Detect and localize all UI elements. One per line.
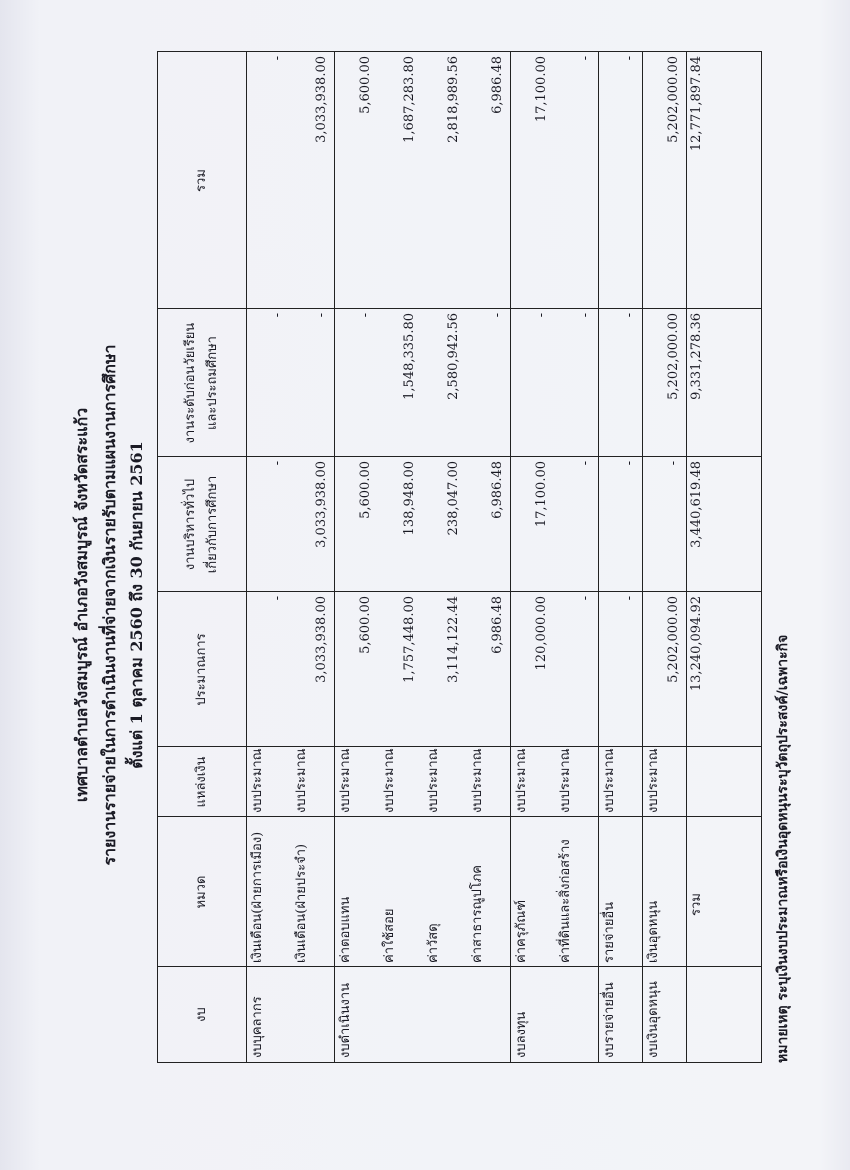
column-header-estimate: ประมาณการ bbox=[194, 633, 209, 706]
table-row-divider bbox=[510, 52, 511, 1062]
table-row-divider bbox=[334, 52, 335, 1062]
row-source: งบประมาณ bbox=[558, 748, 573, 813]
row-admin: - bbox=[578, 461, 593, 466]
rotated-document bbox=[40, 55, 820, 1155]
column-header-total: รวม bbox=[194, 169, 209, 192]
table-row-divider bbox=[246, 52, 247, 1062]
row-estimate: 1,757,448.00 bbox=[402, 596, 417, 683]
row-category: ค่าครุภัณฑ์ bbox=[514, 899, 529, 963]
row-total: - bbox=[270, 56, 285, 61]
row-estimate: 5,202,000.00 bbox=[666, 596, 681, 683]
row-source: งบประมาณ bbox=[426, 748, 441, 813]
row-preschool: 1,548,335.80 bbox=[402, 313, 417, 400]
row-category: ค่าวัสดุ bbox=[426, 923, 441, 963]
row-total: 2,818,989.56 bbox=[446, 56, 461, 143]
row-preschool: - bbox=[358, 313, 373, 318]
column-header-admin-line1: งานบริหารทั่วไป bbox=[183, 478, 198, 571]
row-estimate: - bbox=[622, 596, 637, 601]
row-admin: 17,100.00 bbox=[534, 461, 549, 528]
row-source: งบประมาณ bbox=[470, 748, 485, 813]
row-preschool: 2,580,942.56 bbox=[446, 313, 461, 400]
row-category: ค่าสาธารณูปโภค bbox=[470, 864, 485, 963]
column-header-preschool-line2: และประถมศึกษา bbox=[205, 336, 220, 430]
row-category: เงินเดือน(ฝ่ายการเมือง) bbox=[250, 831, 265, 963]
row-admin: 5,600.00 bbox=[358, 461, 373, 519]
row-admin: - bbox=[622, 461, 637, 466]
row-category: เงินอุดหนุน bbox=[646, 900, 661, 963]
row-group: งบลงทุน bbox=[514, 1011, 529, 1058]
total-label: รวม bbox=[689, 893, 704, 916]
row-total: 5,202,000.00 bbox=[666, 56, 681, 143]
row-preschool: 5,202,000.00 bbox=[666, 313, 681, 400]
row-admin: 238,047.00 bbox=[446, 461, 461, 536]
column-header-category: หมวด bbox=[194, 875, 209, 909]
row-admin: - bbox=[270, 461, 285, 466]
table-row-divider bbox=[642, 52, 643, 1062]
table-column-divider bbox=[158, 816, 761, 817]
total-sum: 12,771,897.84 bbox=[689, 56, 704, 152]
row-preschool: - bbox=[622, 313, 637, 318]
row-source: งบประมาณ bbox=[382, 748, 397, 813]
row-group: งบบุคลากร bbox=[250, 996, 265, 1058]
table-column-divider bbox=[158, 966, 761, 967]
row-category: ค่าใช้สอย bbox=[382, 908, 397, 963]
row-preschool: - bbox=[534, 313, 549, 318]
row-source: งบประมาณ bbox=[338, 748, 353, 813]
row-group: งบเงินอุดหนุน bbox=[646, 981, 661, 1058]
row-estimate: 3,114,122.44 bbox=[446, 596, 461, 683]
row-source: งบประมาณ bbox=[294, 748, 309, 813]
total-preschool: 9,331,278.36 bbox=[689, 313, 704, 400]
row-preschool: - bbox=[270, 313, 285, 318]
table-row-divider bbox=[598, 52, 599, 1062]
row-category: เงินเดือน(ฝ่ายประจำ) bbox=[294, 843, 309, 963]
row-total: - bbox=[578, 56, 593, 61]
row-estimate: - bbox=[270, 596, 285, 601]
row-preschool: - bbox=[490, 313, 505, 318]
total-admin: 3,440,619.48 bbox=[689, 461, 704, 548]
row-estimate: 6,986.48 bbox=[490, 596, 505, 654]
row-preschool: - bbox=[578, 313, 593, 318]
row-preschool: - bbox=[314, 313, 329, 318]
row-admin: 6,986.48 bbox=[490, 461, 505, 519]
row-category: ค่าที่ดินและสิ่งก่อสร้าง bbox=[558, 839, 573, 963]
row-admin: 138,948.00 bbox=[402, 461, 417, 536]
column-header-group: งบ bbox=[194, 1007, 209, 1022]
row-estimate: - bbox=[578, 596, 593, 601]
row-estimate: 3,033,938.00 bbox=[314, 596, 329, 683]
row-estimate: 5,600.00 bbox=[358, 596, 373, 654]
table-row-divider bbox=[686, 52, 687, 1062]
row-total: 6,986.48 bbox=[490, 56, 505, 114]
row-admin: 3,033,938.00 bbox=[314, 461, 329, 548]
row-source: งบประมาณ bbox=[646, 748, 661, 813]
row-category: รายจ่ายอื่น bbox=[602, 901, 617, 963]
column-header-source: แหล่งเงิน bbox=[194, 756, 209, 808]
footnote: หมายเหตุ ระบุเงินงบประมาณหรือเงินอุดหนุนระบุวัตถุประสงค์/เฉพาะกิจ bbox=[775, 634, 791, 1063]
row-source: งบประมาณ bbox=[250, 748, 265, 813]
row-source: งบประมาณ bbox=[514, 748, 529, 813]
report-title: รายงานรายจ่ายในการดำเนินงานที่จ่ายจากเงินรายรับตามแผนงานการศึกษา bbox=[100, 344, 119, 866]
row-group: งบดำเนินงาน bbox=[338, 982, 353, 1058]
row-total: 5,600.00 bbox=[358, 56, 373, 114]
row-source: งบประมาณ bbox=[602, 748, 617, 813]
row-total: 17,100.00 bbox=[534, 56, 549, 123]
expense-table bbox=[157, 51, 762, 1063]
row-total: 3,033,938.00 bbox=[314, 56, 329, 143]
row-group: งบรายจ่ายอื่น bbox=[602, 982, 617, 1058]
column-header-preschool-line1: งานระดับก่อนวัยเรียน bbox=[183, 322, 198, 444]
row-estimate: 120,000.00 bbox=[534, 596, 549, 671]
report-period: ตั้งแต่ 1 ตุลาคม 2560 ถึง 30 กันยายน 2561 bbox=[127, 441, 146, 769]
row-total: 1,687,283.80 bbox=[402, 56, 417, 143]
org-title: เทศบาลตำบลวังสมบูรณ์ อำเภอวังสมบูรณ์ จังหวัดสระแก้ว bbox=[72, 407, 91, 803]
row-total: - bbox=[622, 56, 637, 61]
column-header-admin-line2: เกี่ยวกับการศึกษา bbox=[205, 475, 220, 574]
row-category: ค่าตอบแทน bbox=[338, 896, 353, 963]
total-estimate: 13,240,094.92 bbox=[689, 596, 704, 692]
row-admin: - bbox=[666, 461, 681, 466]
